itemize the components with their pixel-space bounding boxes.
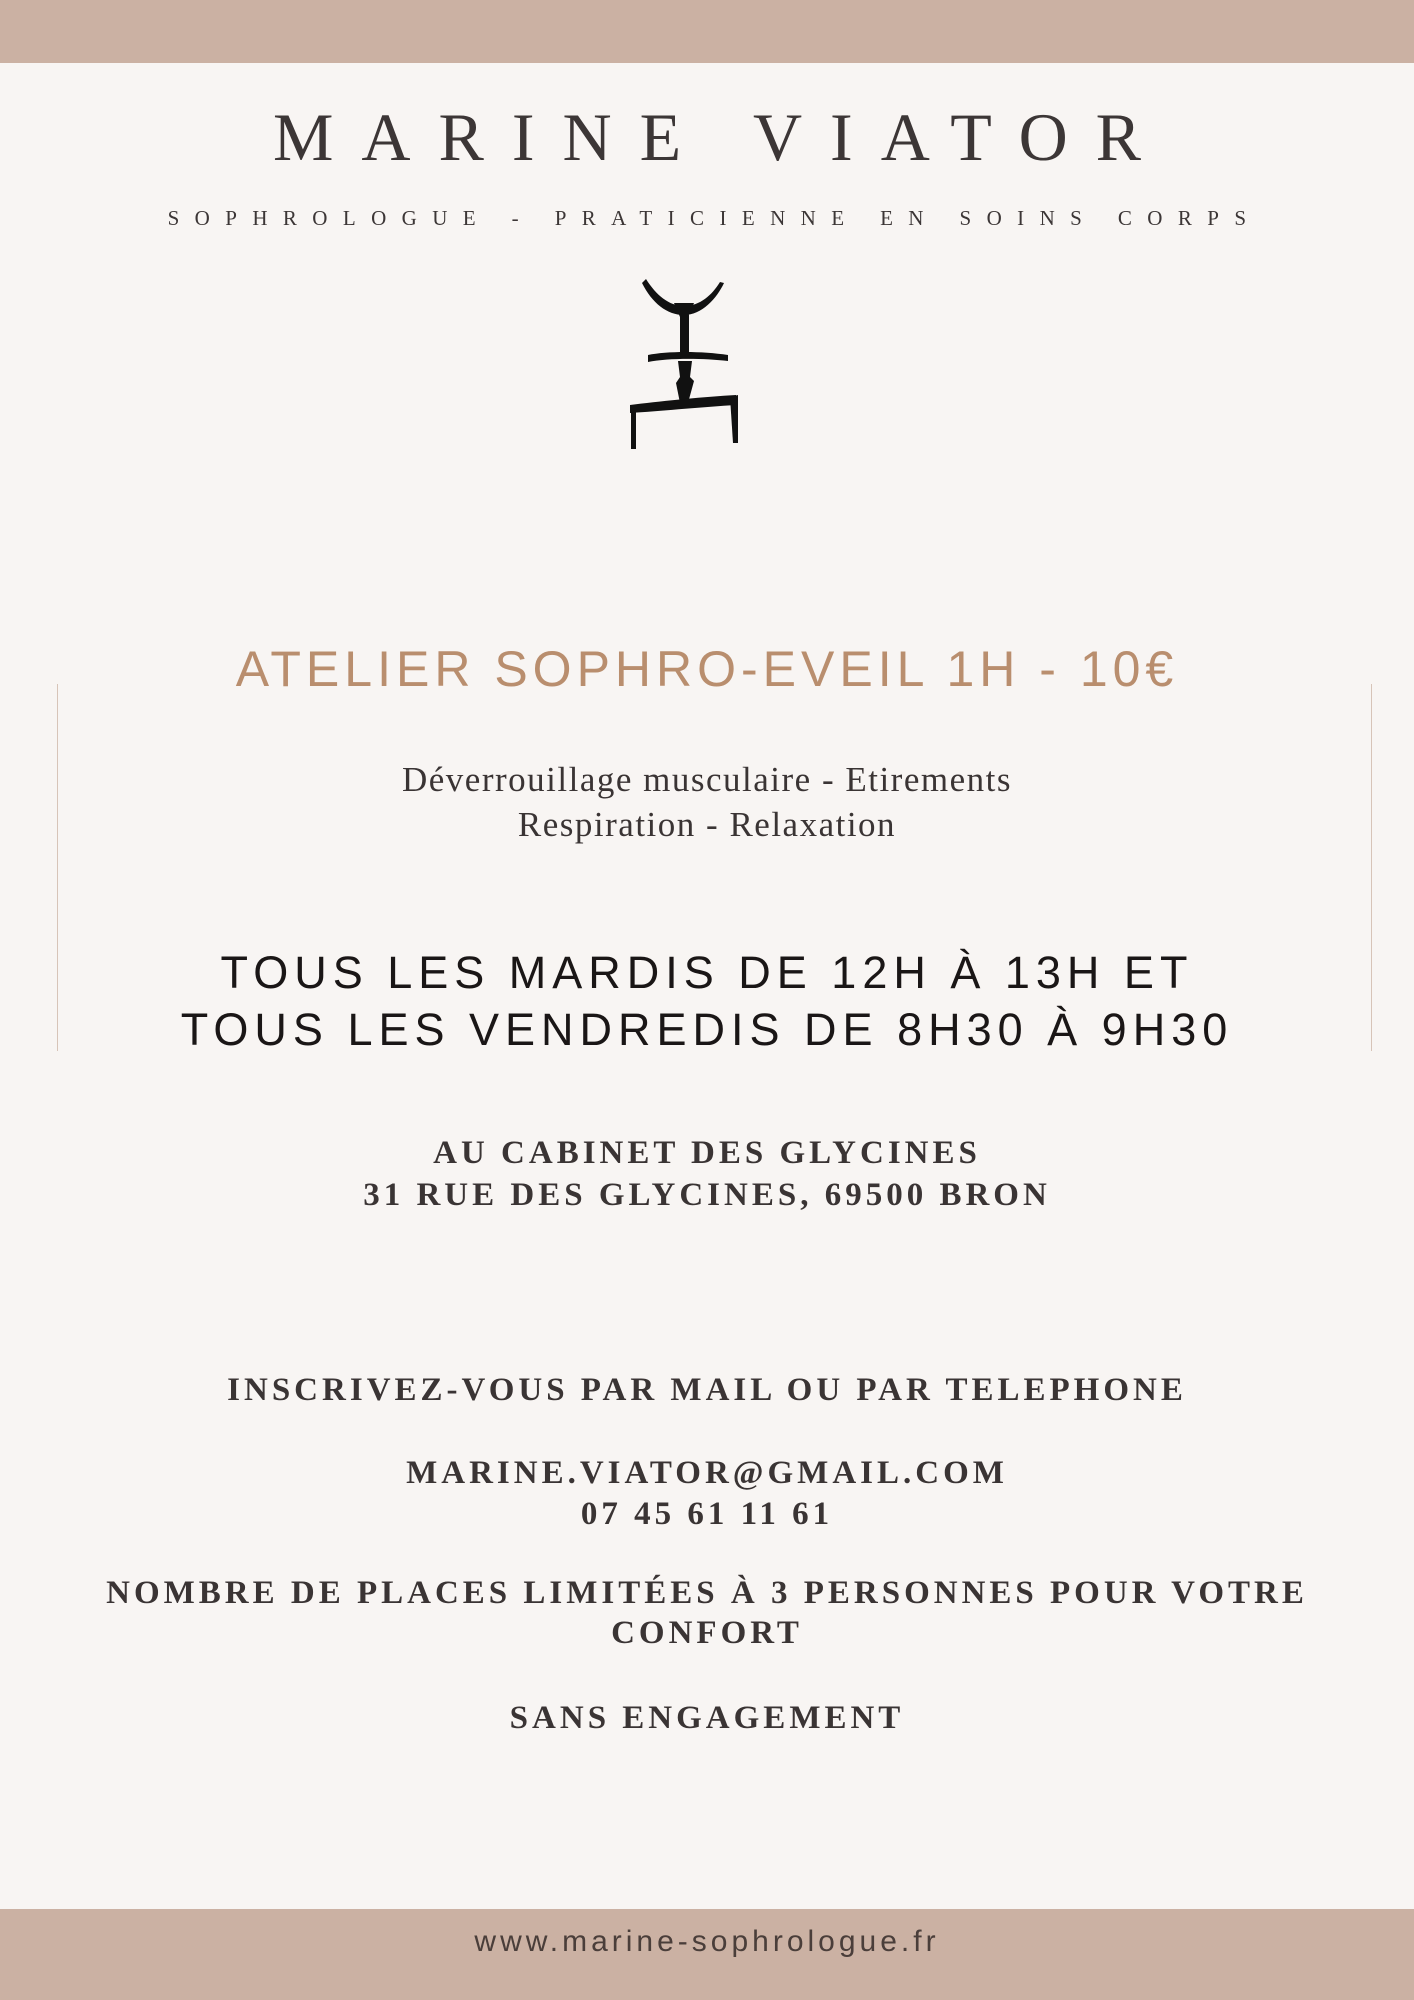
- contact-email[interactable]: MARINE.VIATOR@GMAIL.COM: [406, 1455, 1008, 1491]
- website-link[interactable]: www.marine-sophrologue.fr: [474, 1925, 940, 1958]
- brush-monogram-logo: [622, 273, 752, 458]
- places-limit-line-1: NOMBRE DE PLACES LIMITÉES À 3 PERSONNES POUR VOTRE: [106, 1575, 1308, 1611]
- location-line-2: 31 RUE DES GLYCINES, 69500 BRON: [363, 1177, 1051, 1213]
- location-line-1: AU CABINET DES GLYCINES: [433, 1135, 981, 1171]
- places-limit-line-2: CONFORT: [611, 1615, 803, 1651]
- no-commitment-note: SANS ENGAGEMENT: [509, 1700, 905, 1736]
- schedule-line-2: TOUS LES VENDREDIS DE 8H30 À 9H30: [180, 1004, 1234, 1055]
- brand-name: MARINE VIATOR: [272, 99, 1170, 175]
- top-band: [0, 0, 1414, 63]
- contact-phone[interactable]: 07 45 61 11 61: [580, 1496, 834, 1532]
- workshop-title: ATELIER SOPHRO-EVEIL 1H - 10€: [235, 641, 1179, 697]
- logo-svg: [622, 273, 752, 458]
- workshop-description-line-2: Respiration - Relaxation: [517, 805, 897, 844]
- workshop-description-line-1: Déverrouillage musculaire - Etirements: [402, 760, 1012, 799]
- brand-subtitle: SOPHROLOGUE - PRATICIENNE EN SOINS CORPS: [167, 206, 1262, 230]
- registration-intro: INSCRIVEZ-VOUS PAR MAIL OU PAR TELEPHONE: [227, 1372, 1187, 1408]
- schedule-line-1: TOUS LES MARDIS DE 12H À 13H ET: [220, 947, 1194, 998]
